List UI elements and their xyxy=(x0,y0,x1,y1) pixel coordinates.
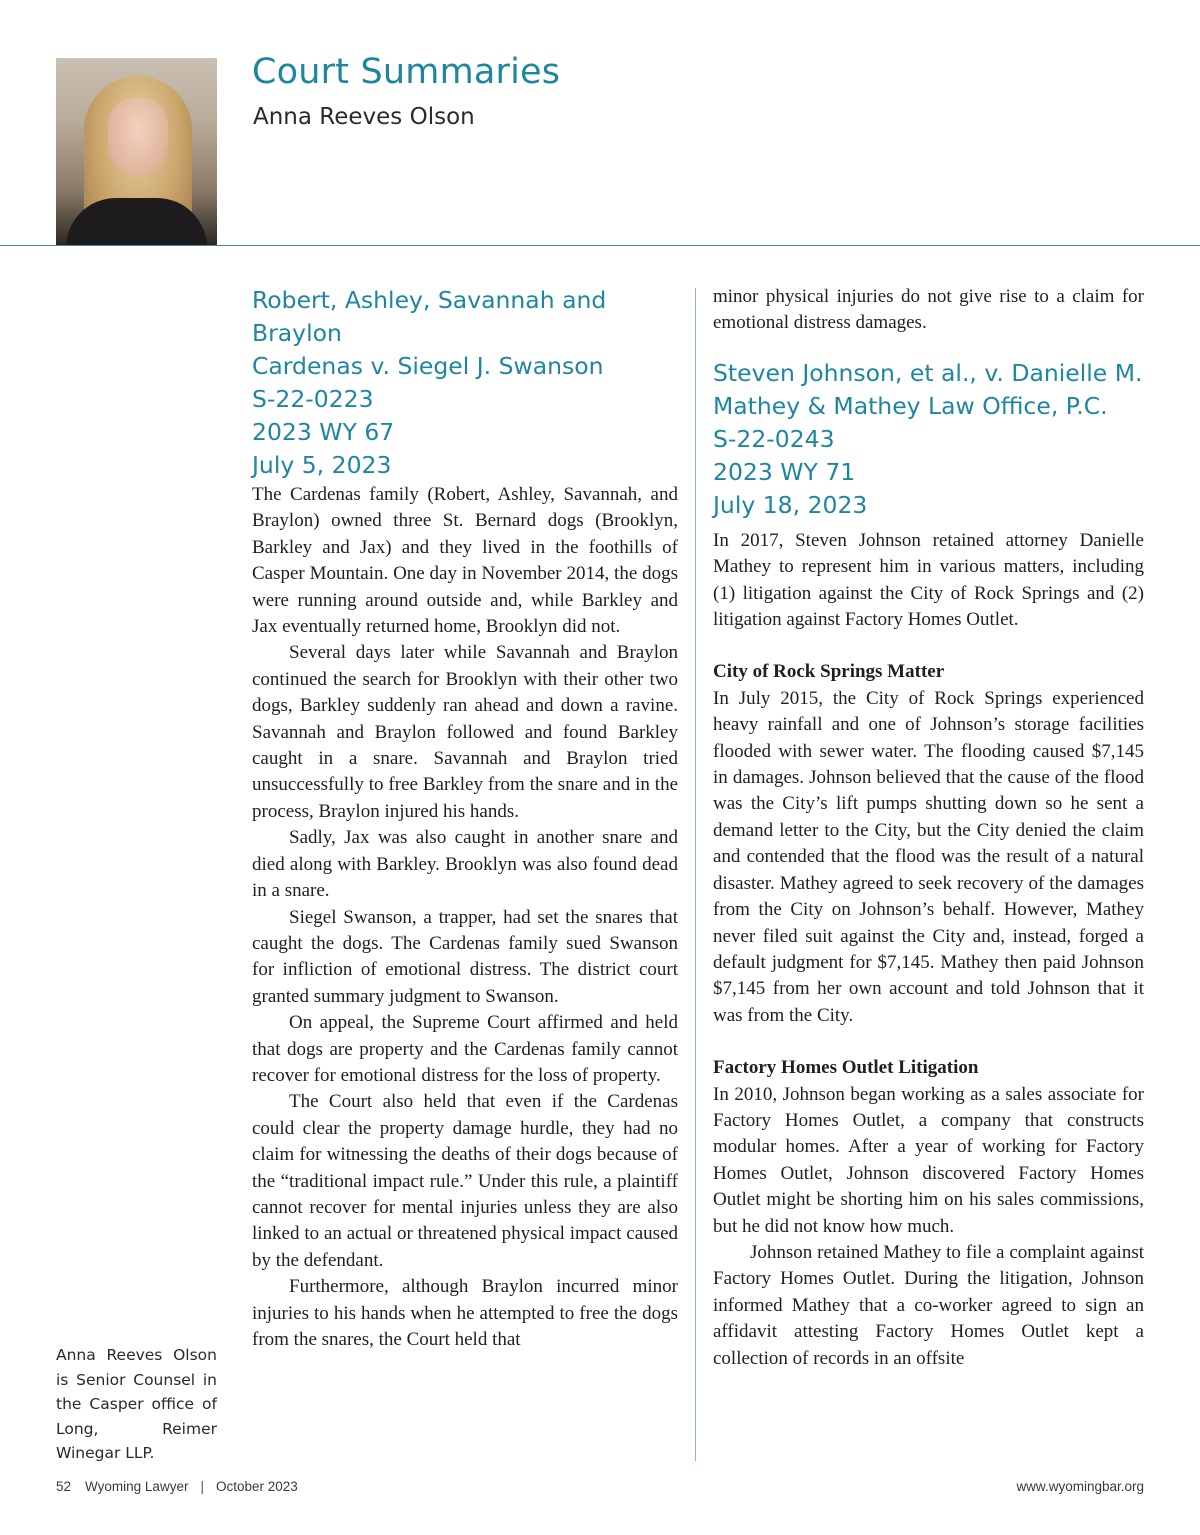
case1-paragraph: On appeal, the Supreme Court affirmed and held that dogs are property and the Cardenas family cannot recover for emotional distress for the loss of property. xyxy=(252,1012,678,1086)
column-divider xyxy=(695,288,696,1461)
section-heading: City of Rock Springs Matter xyxy=(713,661,945,683)
author-bio: Anna Reeves Olson is Senior Counsel in the Casper office of Long, Reimer Winegar LLP. xyxy=(56,1346,217,1463)
author-photo xyxy=(56,58,217,246)
case1-continuation: minor physical injuries do not give rise to a claim for emotional distress damages. xyxy=(713,286,1144,334)
case2-heading xyxy=(713,357,1144,522)
header-divider xyxy=(0,245,1200,246)
section-paragraph: In 2010, Johnson began working as a sales associate for Factory Homes Outlet, a company that constructs modular homes. After a year of working for Factory Homes Outlet, Johnson discovered Factory Homes Outlet might be shorting him on his sales commissions, but he did not know how much. xyxy=(713,1083,1144,1237)
page-title: Court Summaries xyxy=(252,52,561,92)
section-heading: Factory Homes Outlet Litigation xyxy=(713,1057,979,1079)
section-paragraph: Johnson retained Mathey to file a complaint against Factory Homes Outlet. During the litigation, Johnson informed Mathey that a co-worker agreed to sign an affidavit attesting Factory Homes Outlet kept a collection of records in an offsite xyxy=(713,1241,1144,1369)
case1-paragraph: The Cardenas family (Robert, Ashley, Savannah, and Braylon) owned three St. Bernard dogs (Brooklyn, Barkley and Jax) and they lived in the foothills of Casper Mountain. One day in November 2014, the dogs were running around outside and, while Barkley and Jax eventually returned home, Brooklyn did not. xyxy=(252,484,678,638)
case2-docket: S-22-0243 xyxy=(713,424,835,453)
footer-left xyxy=(56,1479,298,1494)
right-column xyxy=(713,284,1144,1372)
case1-paragraph: Furthermore, although Braylon incurred minor injuries to his hands when he attempted to free the dogs from the snares, the Court held that xyxy=(252,1276,678,1350)
case2-citation: 2023 WY 71 xyxy=(713,457,856,486)
author-byline: Anna Reeves Olson xyxy=(253,104,475,130)
case1-heading xyxy=(252,284,678,482)
case1-date: July 5, 2023 xyxy=(252,451,392,479)
case1-heading-line: Robert, Ashley, Savannah and Braylon xyxy=(252,286,607,347)
case2-heading-line: Steven Johnson, et al., v. Danielle M. xyxy=(713,358,1143,387)
footer-separator: | xyxy=(200,1479,204,1494)
case2-date: July 18, 2023 xyxy=(713,490,868,519)
case2-heading-line: Mathey & Mathey Law Office, P.C. xyxy=(713,391,1108,420)
footer-website: www.wyomingbar.org xyxy=(1016,1479,1144,1494)
case1-heading-line: Cardenas v. Siegel J. Swanson xyxy=(252,352,604,380)
case1-paragraph: Siegel Swanson, a trapper, had set the snares that caught the dogs. The Cardenas family sued Swanson for infliction of emotional distress. The district court granted summary judgment to Swanson. xyxy=(252,906,678,1007)
case2-intro: In 2017, Steven Johnson retained attorney Danielle Mathey to represent him in various matters, including (1) litigation against the City of Rock Springs and (2) litigation against Factory Homes Outlet. xyxy=(713,529,1144,631)
case1-citation: 2023 WY 67 xyxy=(252,418,395,446)
case1-paragraph: Sadly, Jax was also caught in another snare and died along with Barkley. Brooklyn was also found dead in a snare. xyxy=(252,827,678,902)
page-number: 52 xyxy=(56,1479,72,1494)
left-column xyxy=(252,284,678,1353)
case1-docket: S-22-0223 xyxy=(252,385,374,413)
issue-date: October 2023 xyxy=(215,1479,298,1494)
section-paragraph: In July 2015, the City of Rock Springs experienced heavy rainfall and one of Johnson’s storage facilities flooded with sewer water. The flooding caused $7,145 in damages. Johnson believed that the cause of the flood was the City’s lift pumps shutting down so he sent a demand letter to the City, but the City denied the claim and contended that the flood was the result of a natural disaster. Mathey agreed to seek recovery of the damages from the City on Johnson’s behalf. However, Mathey never filed suit against the City and, instead, forged a default judgment for $7,145. Mathey then paid Johnson $7,145 from her own account and told Johnson that it was from the City. xyxy=(713,687,1144,1026)
publication-name: Wyoming Lawyer xyxy=(85,1479,189,1494)
case1-paragraph: The Court also held that even if the Cardenas could clear the property damage hurdle, they had no claim for witnessing the deaths of their dogs because of the “traditional impact rule.” Under this rule, a plaintiff cannot recover for mental injuries unless they are also linked to an actual or threatened physical impact caused by the defendant. xyxy=(252,1091,678,1271)
case1-paragraph: Several days later while Savannah and Braylon continued the search for Brooklyn with their other two dogs, Barkley suddenly ran ahead and down a ravine. Savannah and Braylon followed and found Barkley caught in a snare. Savannah and Braylon tried unsuccessfully to free Barkley from the snare and in the process, Braylon injured his hands. xyxy=(252,642,678,822)
